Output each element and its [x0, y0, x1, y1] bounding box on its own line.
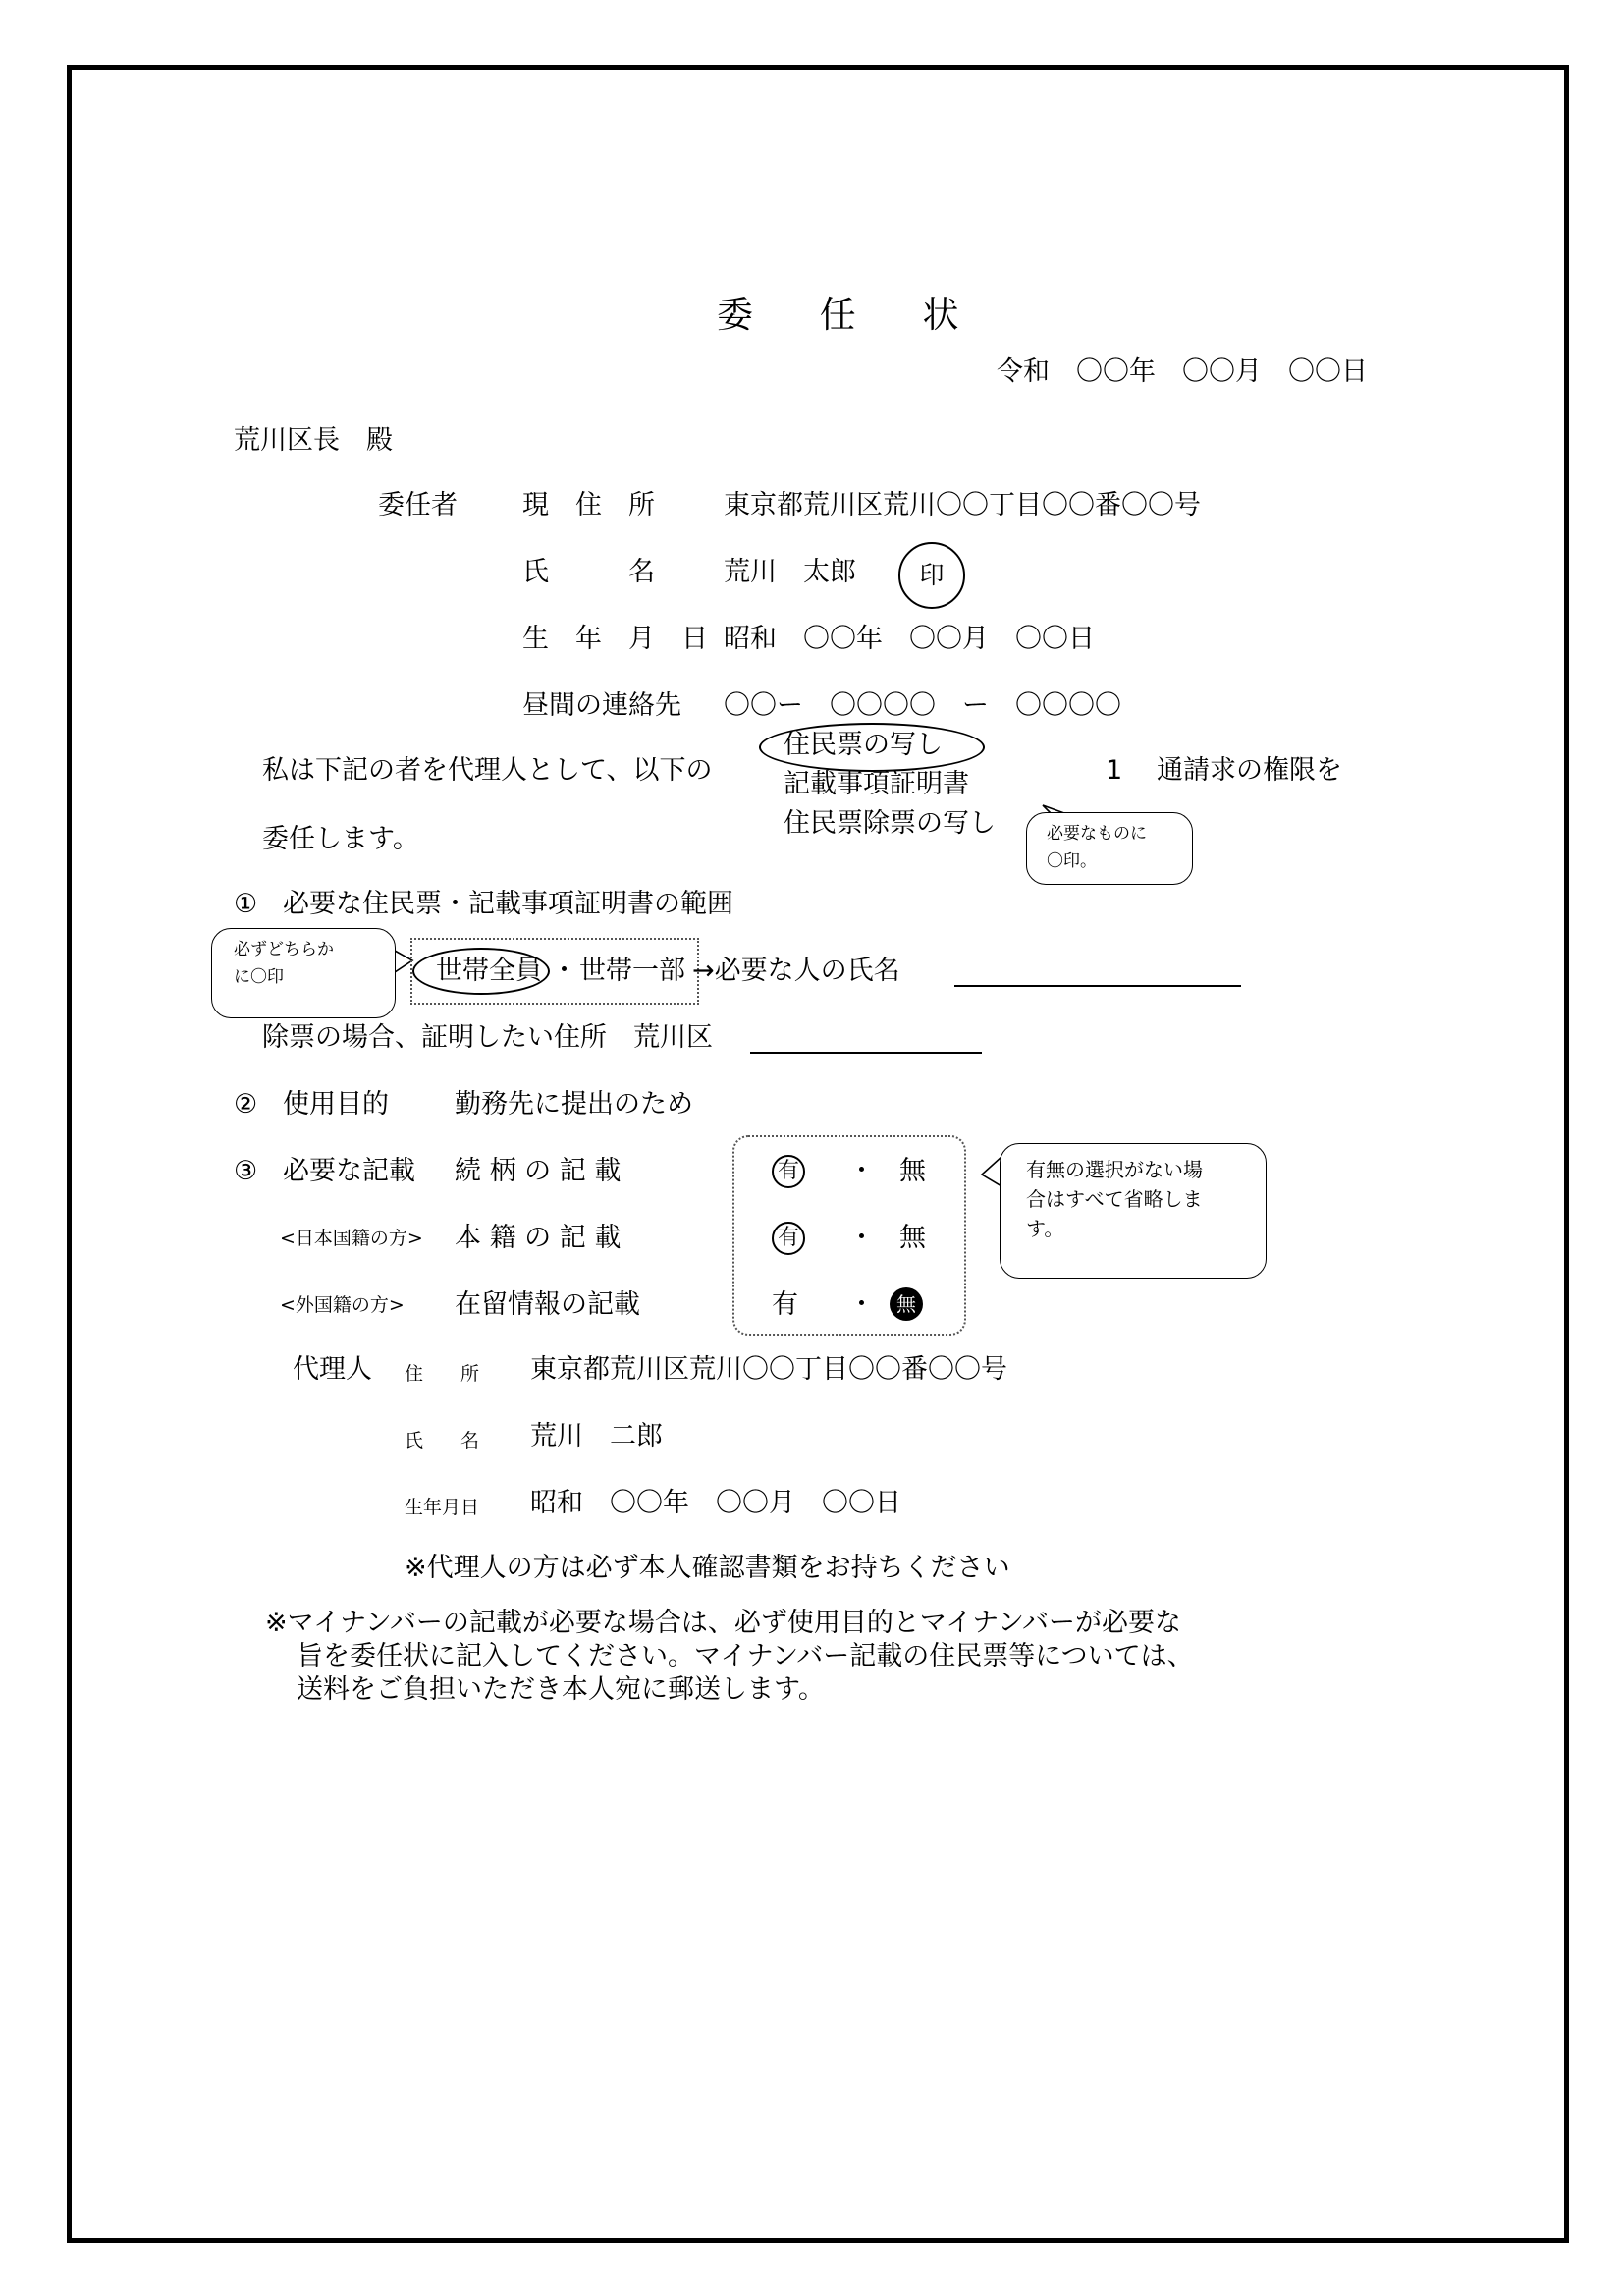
statement-line2: 委任します。 — [262, 824, 419, 854]
principal-address-label: 現 住 所 — [522, 490, 655, 520]
principal-name: 荒川 太郎 — [724, 557, 856, 587]
seal-stamp: 印 — [898, 542, 965, 609]
choose-bubble-line2: に〇印 — [234, 967, 284, 987]
scope-option-all: 世帯全員 — [436, 956, 542, 986]
addressee: 荒川区長 殿 — [234, 425, 393, 456]
residence-no: 無 — [890, 1286, 923, 1321]
agent-id-note: ※代理人の方は必ず本人確認書類をお持ちください — [405, 1553, 1010, 1583]
scope-option-part: 世帯一部 — [579, 956, 685, 986]
domicile-no: 無 — [899, 1223, 926, 1253]
relationship-label: 続 柄 の 記 載 — [455, 1156, 622, 1186]
section2-value: 勤務先に提出のため — [455, 1089, 693, 1120]
section1-number: ① — [234, 889, 258, 919]
agent-birth-label: 生年月日 — [405, 1497, 480, 1518]
note-bubble-omit — [1000, 1143, 1267, 1279]
omit-bubble-line3: す。 — [1026, 1217, 1064, 1240]
document-date: 令和 〇〇年 〇〇月 〇〇日 — [997, 356, 1368, 387]
agent-birth: 昭和 〇〇年 〇〇月 〇〇日 — [530, 1488, 901, 1518]
statement-suffix: 通請求の権限を — [1157, 755, 1342, 786]
domicile-label: 本 籍 の 記 載 — [455, 1223, 622, 1253]
omit-bubble-line2: 合はすべて省略しま — [1026, 1187, 1203, 1211]
principal-contact-label: 昼間の連絡先 — [522, 690, 681, 721]
domicile-yes: 有 — [772, 1220, 805, 1255]
principal-contact: 〇〇ー 〇〇〇〇 ー 〇〇〇〇 — [724, 690, 1121, 721]
principal-birth: 昭和 〇〇年 〇〇月 〇〇日 — [724, 624, 1095, 654]
statement-prefix: 私は下記の者を代理人として、以下の — [262, 755, 713, 786]
residence-label: 在留情報の記載 — [455, 1289, 640, 1320]
footer-note-line1: ※マイナンバーの記載が必要な場合は、必ず使用目的とマイナンバーが必要な — [265, 1608, 1182, 1638]
residence-yes: 有 — [772, 1289, 798, 1320]
doc-option-copy: 住民票の写し — [784, 730, 943, 760]
name-blank-line — [954, 985, 1241, 987]
document-title: 委 任 状 — [717, 294, 987, 336]
section2-number: ② — [234, 1089, 258, 1120]
note-bubble-line1: 必要なものに — [1047, 824, 1147, 844]
address-blank-line — [750, 1052, 982, 1054]
note-bubble-line2: 〇印。 — [1047, 851, 1097, 871]
footer-note-line2: 旨を委任状に記入してください。マイナンバー記載の住民票等については、 — [297, 1641, 1194, 1671]
japanese-prefix: <日本国籍の方> — [280, 1228, 423, 1249]
doc-option-removed: 住民票除票の写し — [784, 808, 996, 839]
section1-heading: 必要な住民票・記載事項証明書の範囲 — [283, 889, 733, 919]
section3-heading: 必要な記載 — [283, 1156, 415, 1186]
agent-name: 荒川 二郎 — [530, 1421, 663, 1451]
residence-dot: ・ — [848, 1289, 875, 1320]
note-bubble-choose — [211, 928, 396, 1018]
request-count: 1 — [1106, 755, 1123, 786]
domicile-dot: ・ — [848, 1223, 875, 1253]
foreign-prefix: <外国籍の方> — [280, 1294, 405, 1316]
doc-option-certificate: 記載事項証明書 — [784, 769, 969, 799]
principal-address: 東京都荒川区荒川〇〇丁目〇〇番〇〇号 — [724, 490, 1201, 520]
choose-bubble-line1: 必ずどちらか — [234, 940, 334, 959]
omit-bubble-line1: 有無の選択がない場 — [1026, 1158, 1203, 1181]
section2-heading: 使用目的 — [283, 1089, 389, 1120]
agent-label: 代理人 — [293, 1354, 372, 1385]
relationship-dot: ・ — [848, 1156, 875, 1186]
principal-label: 委任者 — [378, 490, 458, 520]
principal-name-label: 氏 名 — [522, 557, 655, 587]
note-bubble-required — [1026, 812, 1193, 885]
principal-birth-label: 生 年 月 日 — [522, 624, 708, 654]
scope-part-suffix: →必要な人の氏名 — [692, 956, 900, 986]
agent-name-label: 氏 名 — [405, 1430, 480, 1451]
scope-separator: ・ — [551, 956, 577, 986]
relationship-yes: 有 — [772, 1153, 805, 1188]
agent-address-label: 住 所 — [405, 1363, 480, 1385]
removed-address-text: 除票の場合、証明したい住所 荒川区 — [262, 1022, 713, 1053]
section3-number: ③ — [234, 1156, 258, 1186]
relationship-no: 無 — [899, 1156, 926, 1186]
agent-address: 東京都荒川区荒川〇〇丁目〇〇番〇〇号 — [530, 1354, 1007, 1385]
footer-note-line3: 送料をご負担いただき本人宛に郵送します。 — [297, 1674, 825, 1705]
